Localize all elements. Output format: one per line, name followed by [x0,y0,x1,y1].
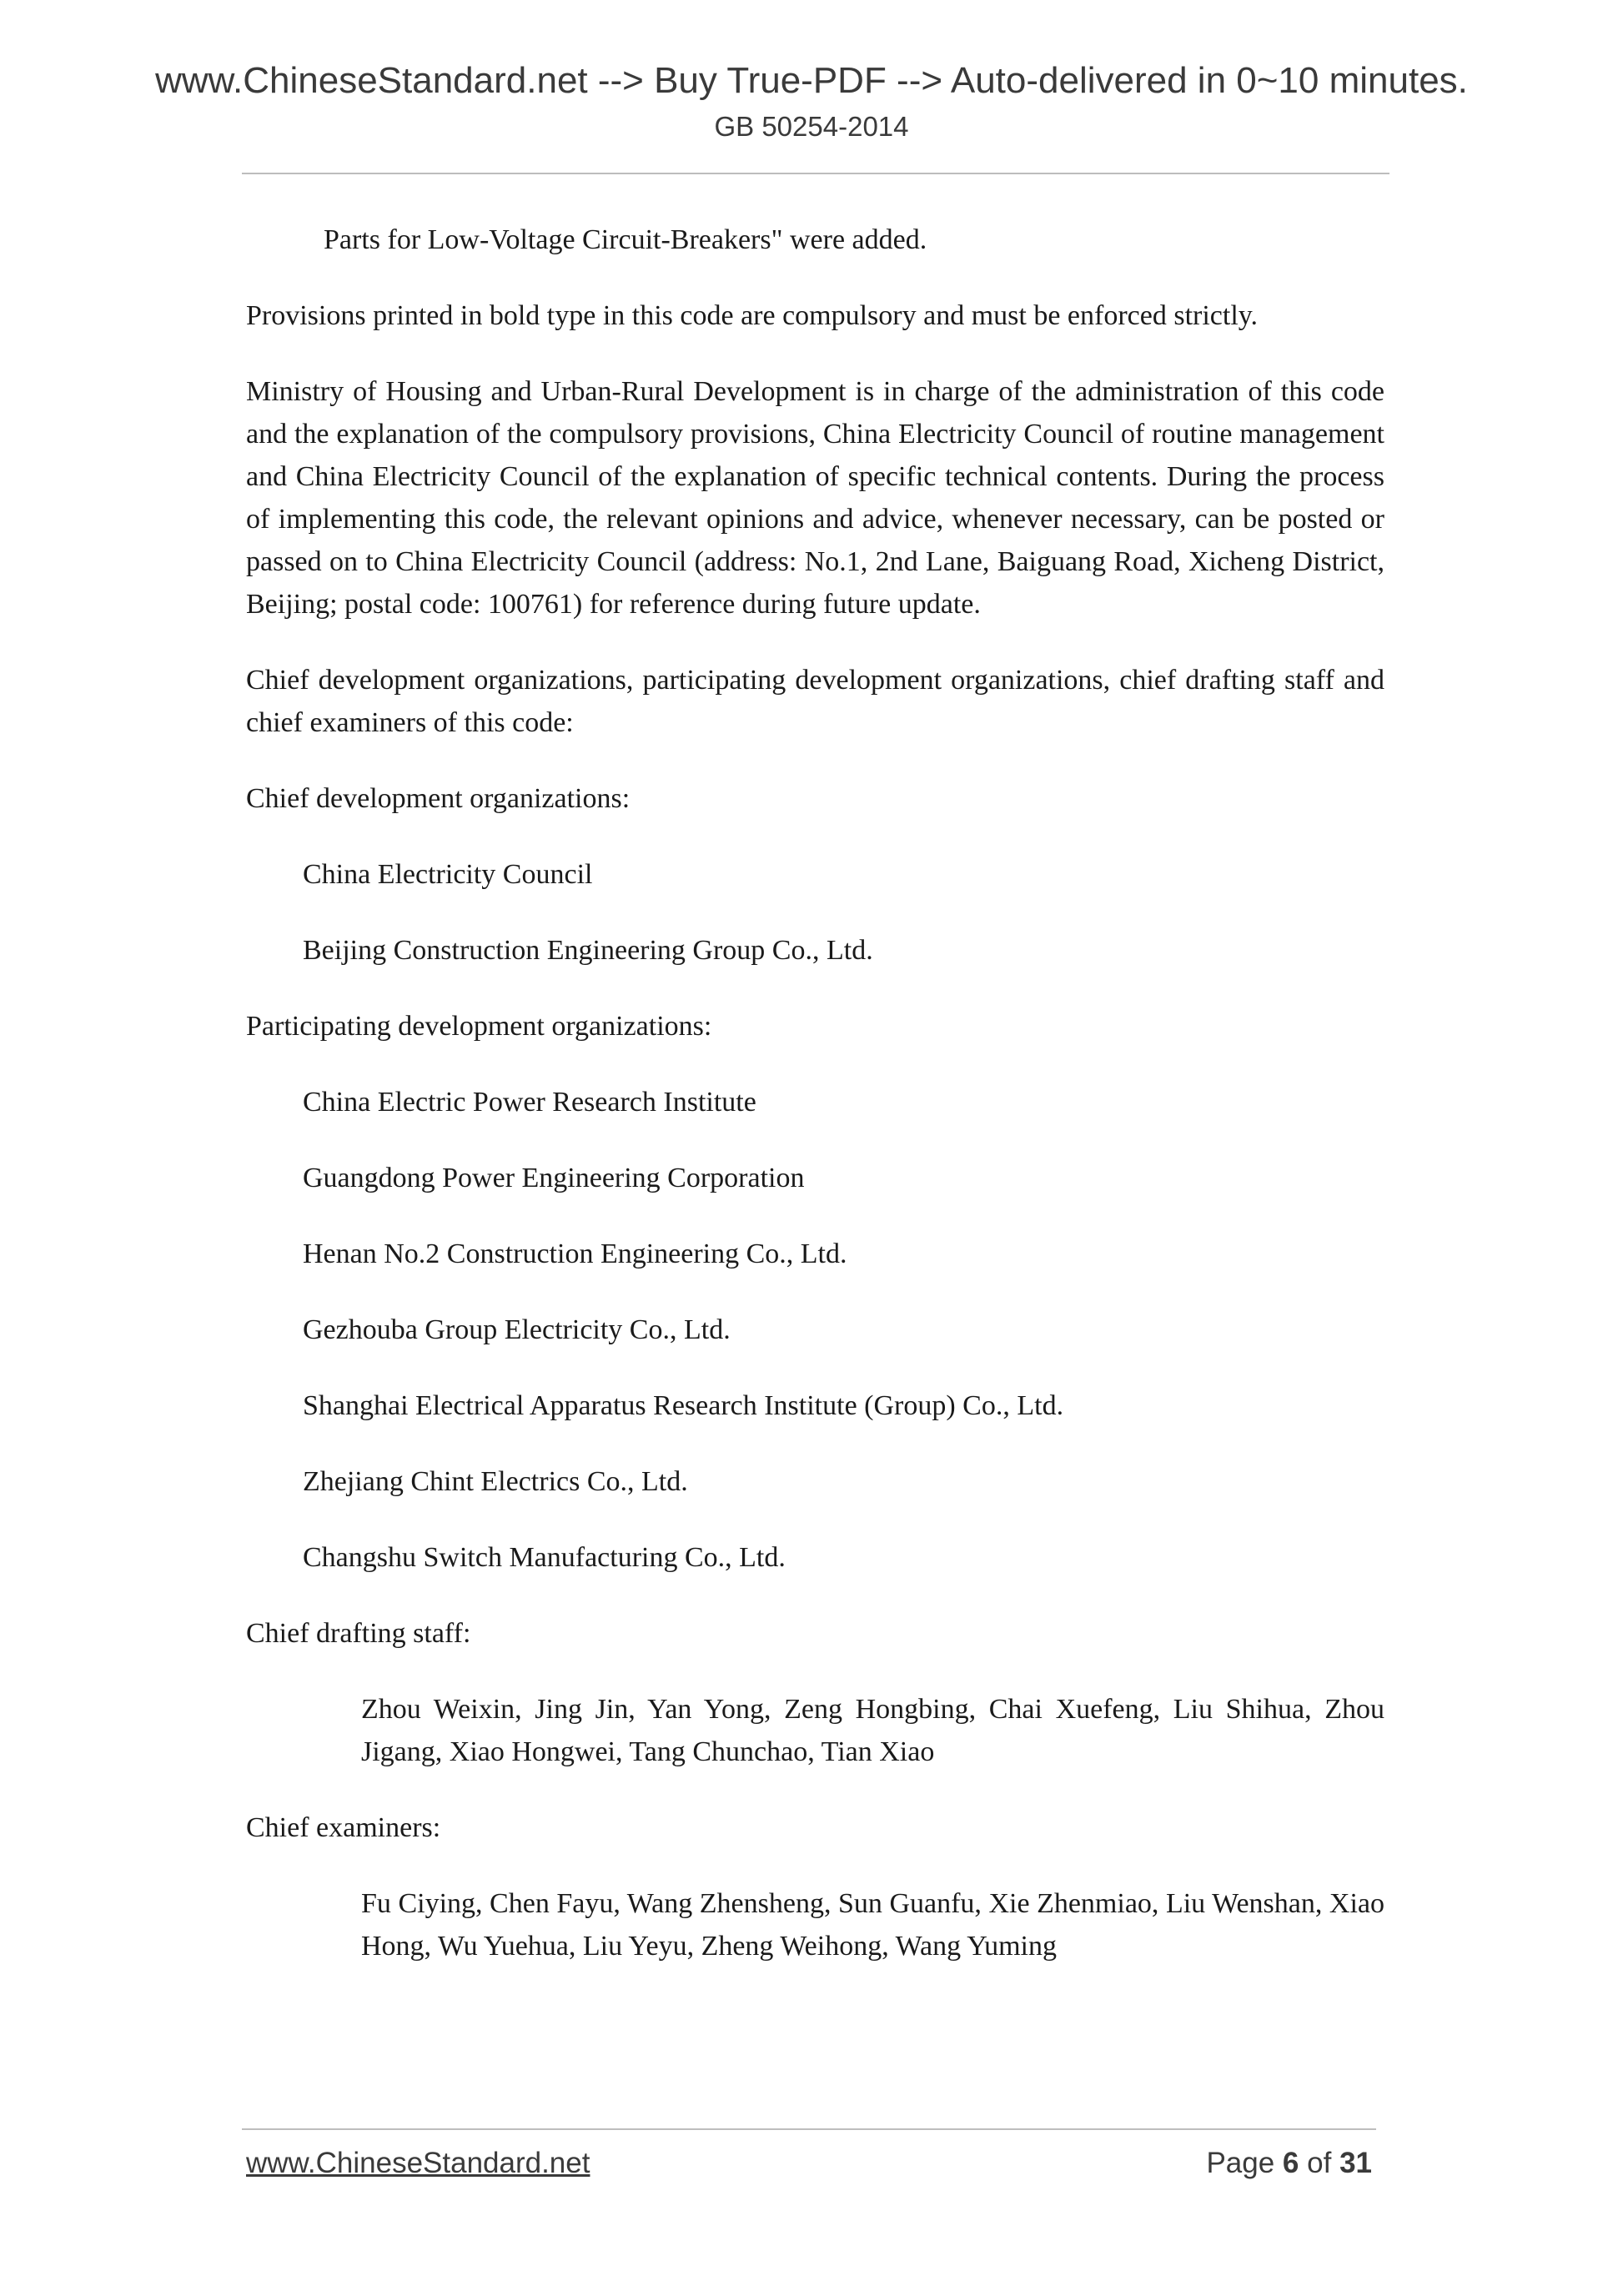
compulsory-note: Provisions printed in bold type in this code are compulsory and must be enforced strictly. [246,300,1259,331]
participating-org: China Electric Power Research Institute [303,1087,756,1118]
participating-heading: Participating development organizations: [246,1011,712,1042]
chief-dev-heading: Chief development organizations: [246,783,631,814]
standard-code: GB 50254-2014 [714,110,909,142]
participating-org: Guangdong Power Engineering Corporation [303,1163,805,1193]
page-total: 31 [1339,2147,1372,2179]
drafting-heading: Chief drafting staff: [246,1618,471,1649]
page-number [1206,2147,1372,2180]
chief-dev-org: China Electricity Council [303,859,593,890]
participating-org: Changshu Switch Manufacturing Co., Ltd. [303,1542,786,1573]
continuation-line: Parts for Low-Voltage Circuit-Breakers" were added. [324,224,927,255]
page-prefix: Page [1206,2147,1275,2179]
participating-org: Gezhouba Group Electricity Co., Ltd. [303,1314,731,1345]
participating-org: Shanghai Electrical Apparatus Research Institute (Group) Co., Ltd. [303,1390,1064,1421]
examiners-names: Fu Ciying, Chen Fayu, Wang Zhensheng, Sun Guanfu, Xie Zhenmiao, Liu Wenshan, Xiao Hong, Wu Yuehua, Liu Yeyu, Zheng Weihong, Wang Yuming [361,1888,1384,1962]
drafting-names: Zhou Weixin, Jing Jin, Yan Yong, Zeng Hongbing, Chai Xuefeng, Liu Shihua, Zhou Jigang, Xiao Hongwei, Tang Chunchao, Tian Xiao [361,1694,1384,1767]
footer-website-link[interactable]: www.ChineseStandard.net [246,2147,590,2179]
header-banner: www.ChineseStandard.net --> Buy True-PDF --> Auto-delivered in 0~10 minutes. [155,60,1468,101]
intro-paragraph: Chief development organizations, participating development organizations, chief drafting staff and chief examiners of this code: [246,665,1384,738]
chief-dev-org: Beijing Construction Engineering Group Co., Ltd. [303,935,873,966]
document-body [246,219,1384,2001]
participating-org: Zhejiang Chint Electrics Co., Ltd. [303,1466,688,1497]
page-header [0,60,1623,143]
footer-divider [242,2128,1376,2130]
page-current: 6 [1282,2147,1299,2179]
administration-paragraph: Ministry of Housing and Urban-Rural Development is in charge of the administration of this code and the explanation of the compulsory provisions, China Electricity Council of routine management and China Electricity Council of the explanation of specific technical contents. During the process of implementing this code, the relevant opinions and advice, whenever necessary, can be posted or passed on to China Electricity Council (address: No.1, 2nd Lane, Baiguang Road, Xicheng District, Beijing; postal code: 100761) for reference during future update. [246,376,1384,620]
participating-org: Henan No.2 Construction Engineering Co., Ltd. [303,1238,847,1269]
examiners-heading: Chief examiners: [246,1812,441,1843]
page-of: of [1307,2147,1332,2179]
header-divider [242,173,1389,174]
page-footer [246,2147,1372,2188]
